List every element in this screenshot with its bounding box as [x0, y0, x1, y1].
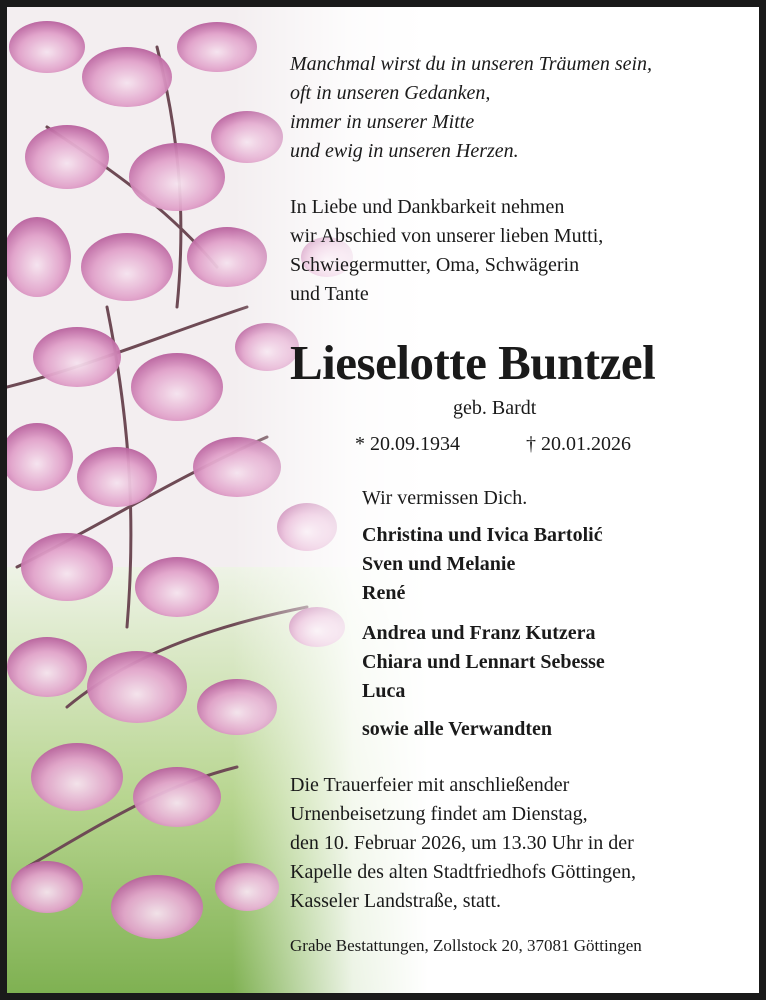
family-member: Chiara und Lennart Sebesse: [362, 651, 605, 673]
funeral-home-footer: Grabe Bestattungen, Zollstock 20, 37081 Göttingen: [290, 936, 642, 955]
funeral-line: den 10. Februar 2026, um 13.30 Uhr in der: [290, 832, 634, 854]
family-member: Luca: [362, 680, 406, 702]
poem-verse: [290, 50, 652, 166]
intro-line: Schwiegermutter, Oma, Schwägerin: [290, 254, 580, 276]
poem-line: Manchmal wirst du in unseren Träumen sein,: [290, 53, 653, 75]
family-group-2: [362, 619, 605, 706]
family-member: Andrea und Franz Kutzera: [362, 622, 596, 644]
funeral-details: [290, 771, 636, 916]
family-member: Christina und Ivica Bartolić: [362, 524, 603, 546]
birth-name: geb. Bardt: [453, 397, 537, 419]
intro-line: und Tante: [290, 283, 369, 305]
death-date: † 20.01.2026: [526, 433, 631, 455]
funeral-line: Die Trauerfeier mit anschließender: [290, 774, 570, 796]
birth-date: * 20.09.1934: [355, 433, 460, 455]
family-group-1: [362, 521, 603, 608]
deceased-name: Lieselotte Buntzel: [290, 335, 656, 390]
funeral-line: Kasseler Landstraße, statt.: [290, 890, 502, 912]
funeral-line: Kapelle des alten Stadtfriedhofs Göttingen,: [290, 861, 637, 883]
intro-line: In Liebe und Dankbarkeit nehmen: [290, 196, 565, 218]
poem-line: immer in unserer Mitte: [290, 111, 475, 133]
farewell-message: Wir vermissen Dich.: [362, 487, 528, 509]
poem-line: und ewig in unseren Herzen.: [290, 140, 519, 162]
poem-line: oft in unseren Gedanken,: [290, 82, 491, 104]
intro-line: wir Abschied von unserer lieben Mutti,: [290, 225, 604, 247]
funeral-line: Urnenbeisetzung findet am Dienstag,: [290, 803, 588, 825]
farewell-intro: [290, 193, 603, 309]
relatives-line: sowie alle Verwandten: [362, 718, 552, 740]
family-member: Sven und Melanie: [362, 553, 516, 575]
family-member: René: [362, 582, 406, 604]
